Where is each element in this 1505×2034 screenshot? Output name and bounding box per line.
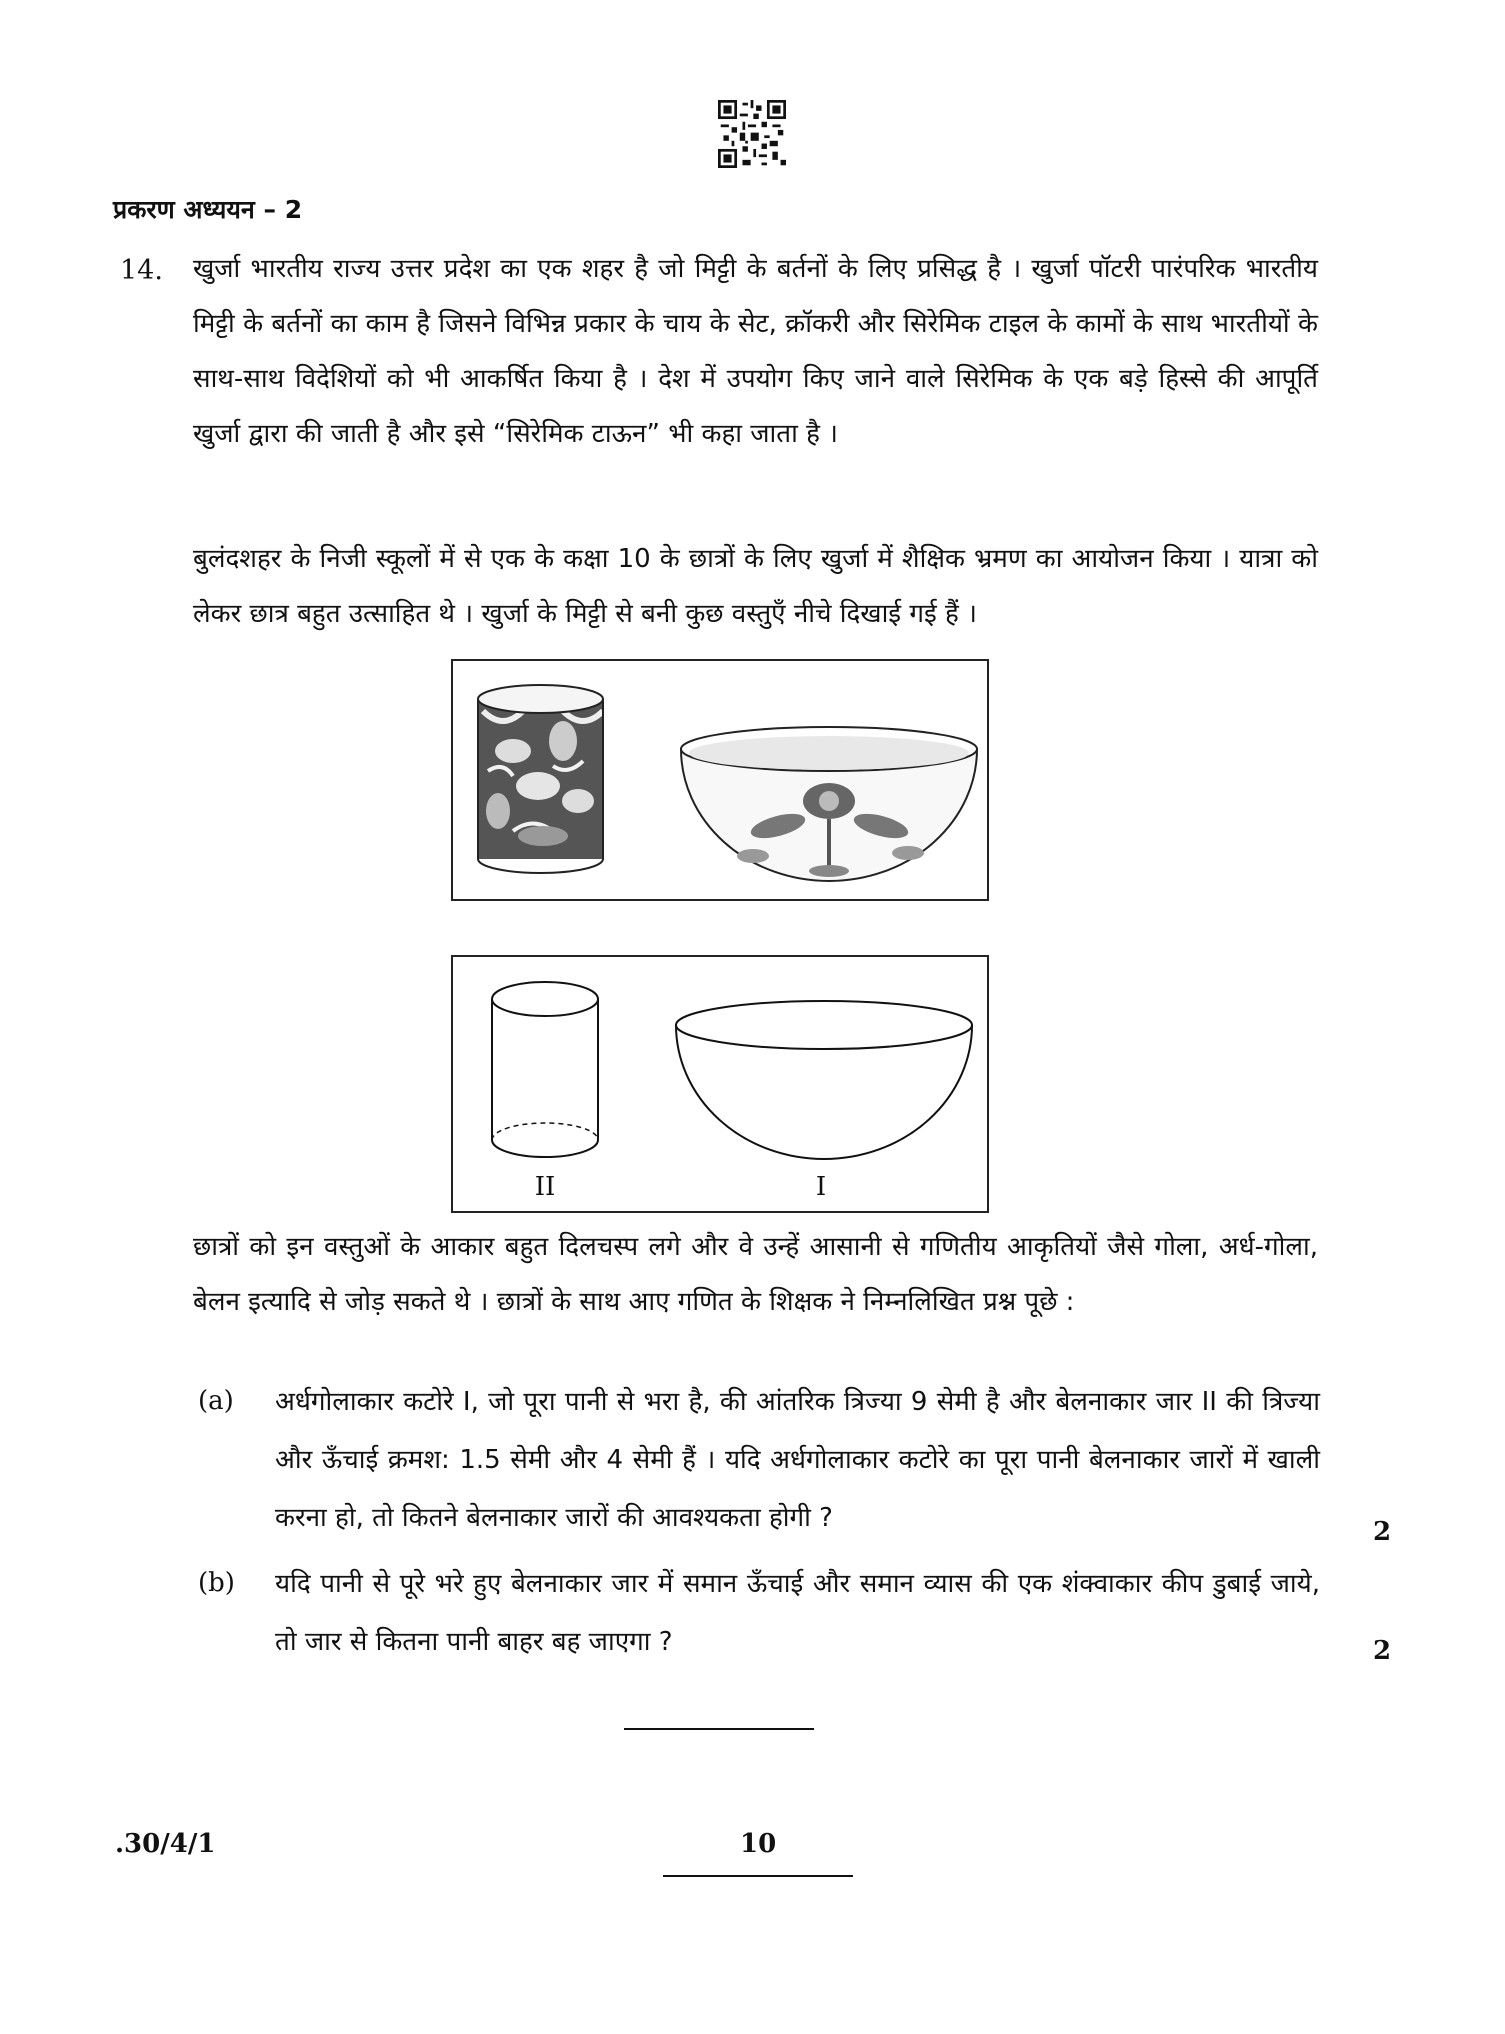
sub-question-a-marks: 2	[1373, 1517, 1392, 1547]
shapes-diagram-figure	[451, 955, 989, 1213]
qr-code	[718, 100, 786, 168]
cylinder-label: II	[534, 1172, 556, 1202]
hemisphere-bowl-diagram	[676, 1001, 972, 1159]
cylinder-diagram	[492, 982, 598, 1157]
sub-question-b-text: यदि पानी से पूरे भरे हुए बेलनाकार जार में समान ऊँचाई और समान व्यास की एक शंक्वाकार कीप डुबाई जाये, तो जार से कितना पानी बाहर बह जाएगा ?	[275, 1569, 1320, 1657]
bowl-label: I	[815, 1172, 827, 1202]
sub-question-a-text: अर्धगोलाकार कटोरे I, जो पूरा पानी से भरा है, की आंतरिक त्रिज्या 9 सेमी है और बेलनाकार जार II की त्रिज्या और ऊँचाई क्रमश: 1.5 सेमी और 4 सेमी हैं । यदि अर्धगोलाकार कटोरे का पूरा पानी बेलनाकार जारों में खाली करना हो, तो कितने बेलनाकार जारों की आवश्यकता होगी ?	[275, 1387, 1320, 1533]
trip-paragraph: बुलंदशहर के निजी स्कूलों में से एक के कक्षा 10 के छात्रों के लिए खुर्जा में शैक्षिक भ्रमण का आयोजन किया । यात्रा को लेकर छात्र बहुत उत्साहित थे । खुर्जा के मिट्टी से बनी कुछ वस्तुएँ नीचे दिखाई गई हैं ।	[193, 544, 1318, 629]
sub-question-b-marks: 2	[1373, 1636, 1392, 1666]
page-number: 10	[740, 1829, 777, 1859]
section-title: प्रकरण अध्ययन – 2	[113, 195, 303, 224]
shapes-diagram	[453, 957, 987, 1211]
paper-code: .30/4/1	[115, 1829, 216, 1859]
intro-paragraph: खुर्जा भारतीय राज्य उत्तर प्रदेश का एक शहर है जो मिट्टी के बर्तनों के लिए प्रसिद्ध है । खुर्जा पॉटरी पारंपरिक भारतीय मिट्टी के बर्तनों का काम है जिसने विभिन्न प्रकार के चाय के सेट, क्रॉकरी और सिरेमिक टाइल के कामों के साथ भारतीयों के साथ-साथ विदेशियों को भी आकर्षित किया है । देश में उपयोग किए जाने वाले सिरेमिक के एक बड़े हिस्से की आपूर्ति खुर्जा द्वारा की जाती है और इसे “सिरेमिक टाऊन” भी कहा जाता है ।	[193, 254, 1318, 449]
pottery-photo-figure	[451, 659, 989, 901]
page-number-underline	[663, 1875, 853, 1877]
decorated-bowl	[681, 727, 977, 881]
question-number: 14.	[120, 255, 163, 286]
shapes-paragraph: छात्रों को इन वस्तुओं के आकार बहुत दिलचस्प लगे और वे उन्हें आसानी से गणितीय आकृतियों जैसे गोला, अर्ध-गोला, बेलन इत्यादि से जोड़ सकते थे । छात्रों के साथ आए गणित के शिक्षक ने निम्नलिखित प्रश्न पूछे :	[193, 1232, 1318, 1317]
pottery-illustration	[453, 661, 987, 899]
decorated-cylinder	[478, 685, 603, 873]
sub-question-b-label: (b)	[198, 1568, 235, 1598]
sub-question-a-label: (a)	[198, 1386, 234, 1416]
end-of-question-divider	[624, 1728, 814, 1730]
